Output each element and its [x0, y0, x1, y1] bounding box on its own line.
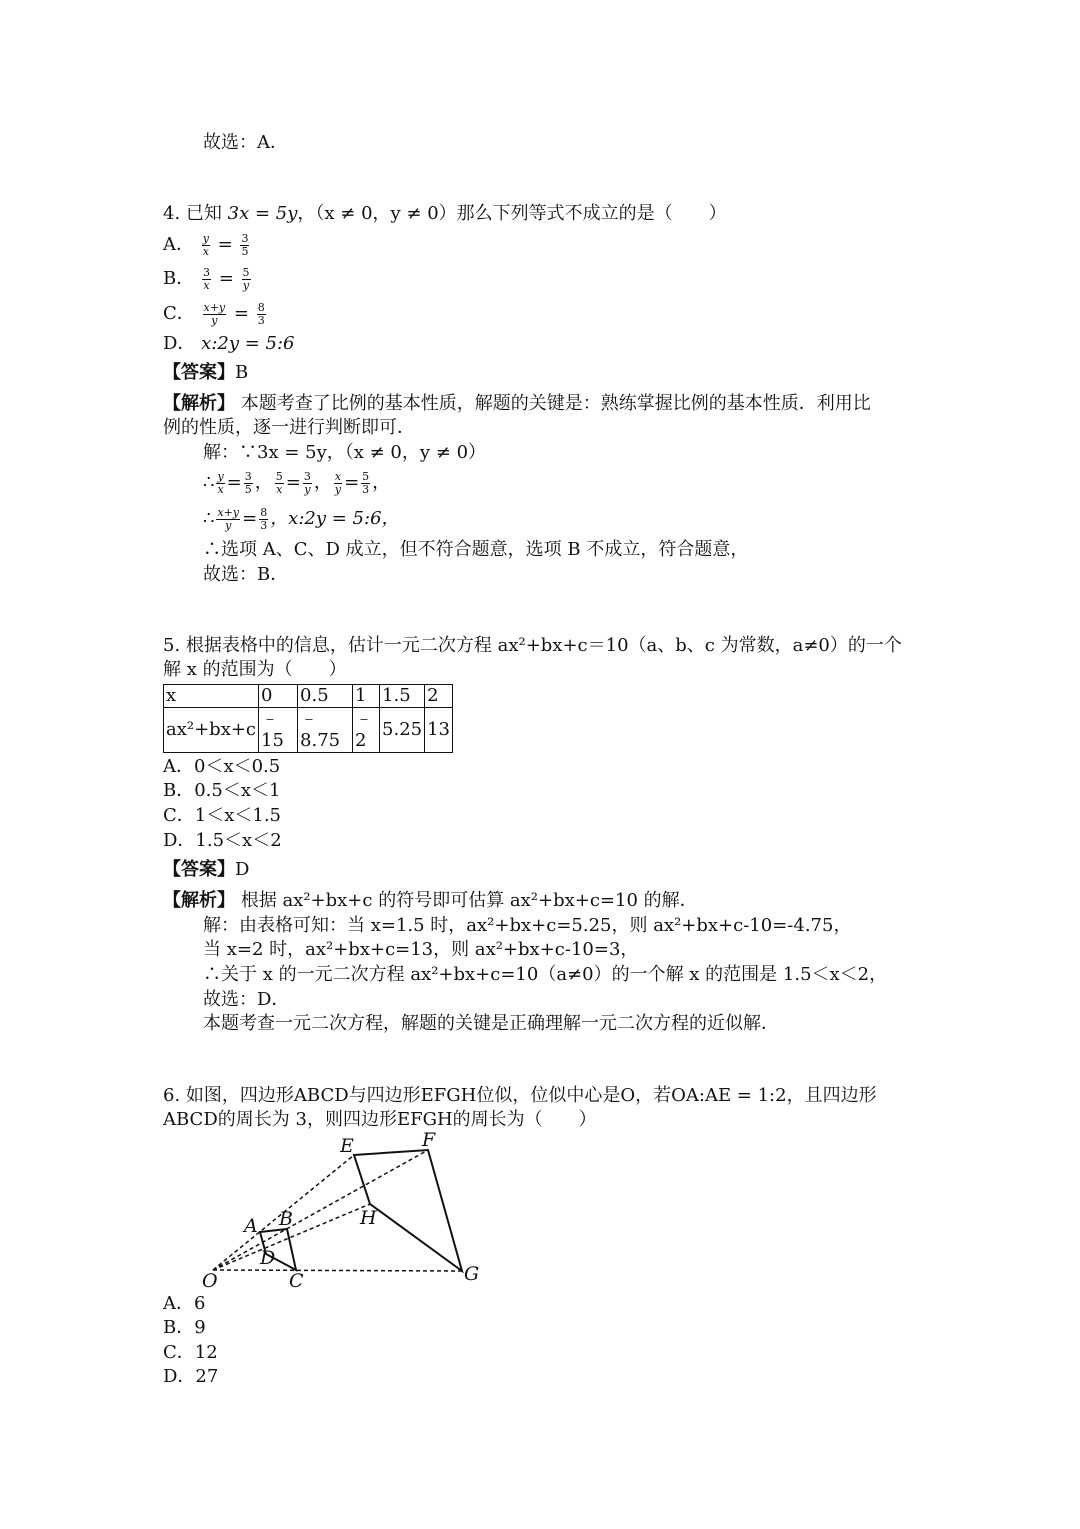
q6-option-b: B．9	[163, 1317, 206, 1338]
q5-option-a: A．0＜x＜0.5	[163, 756, 281, 777]
q5-stem-line2: 解 x 的范围为（ ）	[163, 659, 347, 680]
option-label: B．	[163, 268, 195, 289]
q6-stem-line1: 6. 如图，四边形ABCD与四边形EFGH位似，位似中心是O，若OA:AE = 1:2，且四边形	[163, 1085, 877, 1106]
q5-analysis	[163, 890, 698, 912]
analysis-tag: 【解析】	[163, 890, 235, 911]
fraction: $\frac{3}{5}$	[241, 231, 249, 258]
table-cell: 1	[353, 685, 380, 708]
q5-option-c: C．1＜x＜1.5	[163, 805, 282, 826]
q4-stem-equation: 3x = 5y	[227, 203, 298, 224]
table-row	[164, 685, 453, 708]
answer-tag: 【答案】	[163, 362, 235, 383]
q5-value-table	[163, 684, 453, 753]
table-cell: 0	[259, 685, 298, 708]
table-cell: 13	[425, 708, 453, 753]
label-c: C	[289, 1270, 304, 1292]
analysis-text: 根据 ax²+bx+c 的符号即可估算 ax²+bx+c=10 的解．	[240, 890, 698, 911]
q4-option-a: A． $\frac{y}{x}$ = $\frac{3}{5}$	[163, 231, 249, 258]
q4-option-c: C． $\frac{x+y}{y}$ = $\frac{8}{3}$	[163, 300, 265, 327]
answer-tag: 【答案】	[163, 859, 235, 880]
ray-of	[213, 1150, 428, 1270]
label-g: G	[464, 1263, 480, 1285]
option-text: x:2y = 5:6	[201, 333, 295, 354]
q4-solution-line1: 解：∵3x = 5y，（x ≠ 0，y ≠ 0）	[203, 442, 487, 463]
q4-solution-line2: ∴ $\frac{y}{x}$ = $\frac{3}{5}$ ， $\frac{5}{x}$ = $\frac{3}{y}$ ， $\frac{x}{y}$ = $\frac{5}{3}$ ，	[203, 469, 391, 496]
label-d: D	[260, 1247, 276, 1269]
q4-solution-line4: ∴选项 A、C、D 成立，但不符合题意，选项 B 不成立，符合题意，	[203, 539, 749, 560]
table-cell: ﹣8.75	[298, 708, 353, 753]
q5-option-d: D．1.5＜x＜2	[163, 830, 282, 851]
label-a: A	[244, 1215, 258, 1237]
q6-option-a: A．6	[163, 1293, 206, 1314]
table-cell: 1.5	[380, 685, 425, 708]
q5-solution-line3: ∴关于 x 的一元二次方程 ax²+bx+c=10（a≠0）的一个解 x 的范围是 1.5＜x＜2，	[203, 964, 888, 985]
q5-option-b: B．0.5＜x＜1	[163, 780, 281, 801]
analysis-tag: 【解析】	[163, 393, 235, 414]
answer-value: D	[235, 859, 250, 880]
table-cell: ﹣15	[259, 708, 298, 753]
ray-og	[213, 1270, 462, 1271]
analysis-text: 本题考查了比例的基本性质，解题的关键是：熟练掌握比例的基本性质．利用比	[240, 393, 871, 414]
answer-value: B	[235, 362, 249, 383]
fraction: $\frac{y}{x}$	[202, 231, 209, 258]
q6-stem-line2: ABCD的周长为 3，则四边形EFGH的周长为（ ）	[163, 1109, 597, 1130]
q4-answer	[163, 362, 248, 384]
q4-option-b: B． $\frac{3}{x}$ = $\frac{5}{y}$	[163, 265, 250, 292]
label-e: E	[340, 1135, 354, 1157]
fraction: $\frac{8}{3}$	[257, 300, 265, 327]
table-cell: ax²+bx+c	[164, 708, 259, 753]
label-b: B	[279, 1208, 293, 1230]
q4-stem-prefix: 4. 已知	[163, 203, 222, 224]
q4-analysis-line1	[163, 393, 871, 415]
q4-analysis-line2: 例的性质，逐一进行判断即可．	[163, 417, 415, 438]
fraction: $\frac{3}{x}$	[202, 265, 210, 292]
fraction: $\frac{5}{y}$	[242, 265, 250, 292]
label-o: O	[202, 1270, 218, 1292]
therefore-symbol: ∴	[203, 508, 215, 529]
q4-stem-rest: ，（x ≠ 0，y ≠ 0）那么下列等式不成立的是（ ）	[297, 203, 727, 224]
therefore-symbol: ∴	[203, 472, 215, 493]
q4-stem	[163, 203, 727, 225]
table-cell: x	[164, 685, 259, 708]
q6-option-d: D．27	[163, 1366, 219, 1387]
label-f: F	[422, 1129, 436, 1151]
q6-option-c: C．12	[163, 1342, 218, 1363]
table-cell: 0.5	[298, 685, 353, 708]
label-h: H	[360, 1207, 377, 1229]
table-row	[164, 708, 453, 753]
fraction: $\frac{x+y}{y}$	[203, 300, 226, 327]
q5-answer	[163, 859, 249, 881]
q5-solution-line1: 解：由表格可知：当 x=1.5 时，ax²+bx+c=5.25，则 ax²+bx+c-10=-4.75，	[203, 915, 852, 936]
q4-option-d	[163, 333, 295, 355]
homothety-figure	[190, 1128, 500, 1298]
option-label: C．	[163, 303, 195, 324]
q4-solution-line5: 故选：B．	[203, 564, 289, 585]
table-cell: ﹣2	[353, 708, 380, 753]
q5-stem-line1: 5. 根据表格中的信息，估计一元二次方程 ax²+bx+c＝10（a、b、c 为常数，a≠0）的一个	[163, 635, 902, 656]
q5-solution-line5: 本题考查一元二次方程，解题的关键是正确理解一元二次方程的近似解．	[203, 1013, 779, 1034]
option-label: A．	[163, 234, 194, 255]
table-cell: 5.25	[380, 708, 425, 753]
q4-solution-line3: ∴ $\frac{x+y}{y}$ = $\frac{8}{3}$ ，x:2y = 5:6，	[203, 505, 400, 532]
q5-solution-line4: 故选：D．	[203, 989, 290, 1010]
option-label: D．	[163, 333, 196, 354]
prev-conclusion: 故选：A．	[203, 132, 288, 153]
table-cell: 2	[425, 685, 453, 708]
q5-solution-line2: 当 x=2 时，ax²+bx+c=13，则 ax²+bx+c-10=3，	[203, 939, 639, 960]
